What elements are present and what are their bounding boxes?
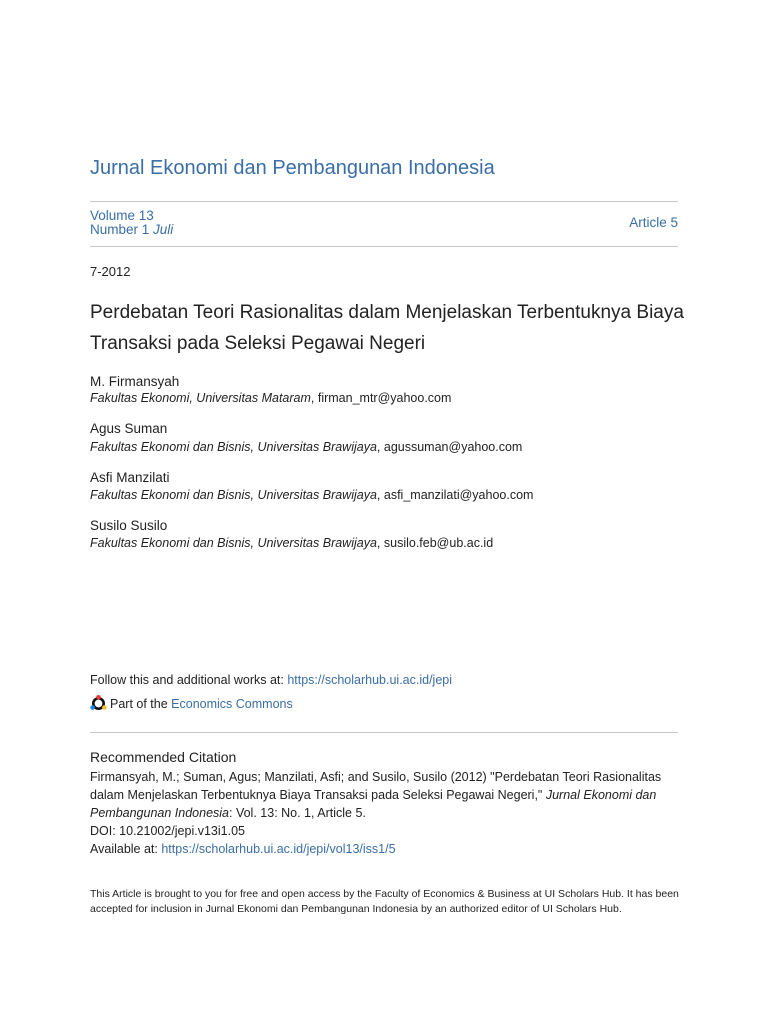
author-email: agussuman@yahoo.com	[383, 440, 523, 454]
number-link[interactable]	[90, 222, 173, 237]
author-name: M. Firmansyah	[90, 374, 180, 389]
article-title: Perdebatan Teori Rasionalitas dalam Menjelaskan Terbentuknya Biaya Transaksi pada Seleksi Pegawai Negeri	[90, 302, 684, 354]
follow-text: Follow this and additional works at:	[90, 673, 288, 687]
economics-commons-link[interactable]: Economics Commons	[171, 696, 293, 711]
footer-note: This Article is brought to you for free and open access by the Faculty of Economics & Business at UI Scholars Hub. It has been accepted for inclusion in Jurnal Ekonomi dan Pembangunan Indonesia by an authorized editor of UI Scholars Hub.	[90, 888, 679, 915]
author-affiliation: Fakultas Ekonomi dan Bisnis, Universitas Brawijaya, susilo.feb@ub.ac.id	[90, 536, 494, 550]
part-of-text: Part of the	[110, 696, 168, 711]
author-email: susilo.feb@ub.ac.id	[383, 536, 494, 550]
volume-link[interactable]: Volume 13	[90, 208, 154, 223]
citation-journal: Jurnal Ekonomi dan Pembangunan Indonesia	[90, 788, 657, 820]
available-link[interactable]: https://scholarhub.ui.ac.id/jepi/vol13/iss1/5	[161, 842, 396, 856]
affiliation-text: Fakultas Ekonomi dan Bisnis, Universitas Brawijaya	[90, 440, 377, 454]
publication-date: 7-2012	[90, 264, 131, 279]
affiliation-text: Fakultas Ekonomi dan Bisnis, Universitas Brawijaya	[90, 536, 377, 550]
citation-body	[90, 768, 680, 858]
citation-volume: : Vol. 13: No. 1, Article 5.	[229, 806, 366, 820]
network-commons-icon	[90, 695, 107, 712]
issue-label: Juli	[153, 222, 174, 237]
author-name: Susilo Susilo	[90, 518, 168, 533]
author-affiliation: Fakultas Ekonomi dan Bisnis, Universitas Brawijaya, asfi_manzilati@yahoo.com	[90, 488, 534, 502]
top-divider	[90, 201, 678, 202]
journal-title-link[interactable]: Jurnal Ekonomi dan Pembangunan Indonesia	[90, 157, 495, 179]
citation-heading: Recommended Citation	[90, 749, 237, 765]
volume-info	[90, 209, 173, 237]
author-name: Asfi Manzilati	[90, 470, 170, 485]
repository-link[interactable]: https://scholarhub.ui.ac.id/jepi	[287, 673, 453, 687]
middle-divider	[90, 246, 678, 247]
article-link[interactable]: Article 5	[629, 215, 678, 230]
author-email: firman_mtr@yahoo.com	[317, 391, 452, 405]
author-name: Agus Suman	[90, 421, 168, 436]
follow-line	[90, 673, 452, 687]
author-email: asfi_manzilati@yahoo.com	[383, 488, 534, 502]
number-label: Number 1	[90, 222, 150, 237]
part-of-line	[90, 695, 293, 712]
affiliation-text: Fakultas Ekonomi, Universitas Mataram	[90, 391, 311, 405]
citation-divider	[90, 732, 678, 733]
available-label: Available at:	[90, 842, 162, 856]
affiliation-text: Fakultas Ekonomi dan Bisnis, Universitas Brawijaya	[90, 488, 377, 502]
author-affiliation: Fakultas Ekonomi, Universitas Mataram, firman_mtr@yahoo.com	[90, 391, 452, 405]
citation-authors: Firmansyah, M.; Suman, Agus; Manzilati, Asfi; and Susilo, Susilo (2012) "Perdebatan Teori Rasionalitas dalam Menjelaskan Terbentuknya Biaya Transaksi pada Seleksi Pegawai Negeri,"	[90, 770, 662, 802]
citation-doi: DOI: 10.21002/jepi.v13i1.05	[90, 824, 245, 838]
author-affiliation: Fakultas Ekonomi dan Bisnis, Universitas Brawijaya, agussuman@yahoo.com	[90, 440, 523, 454]
